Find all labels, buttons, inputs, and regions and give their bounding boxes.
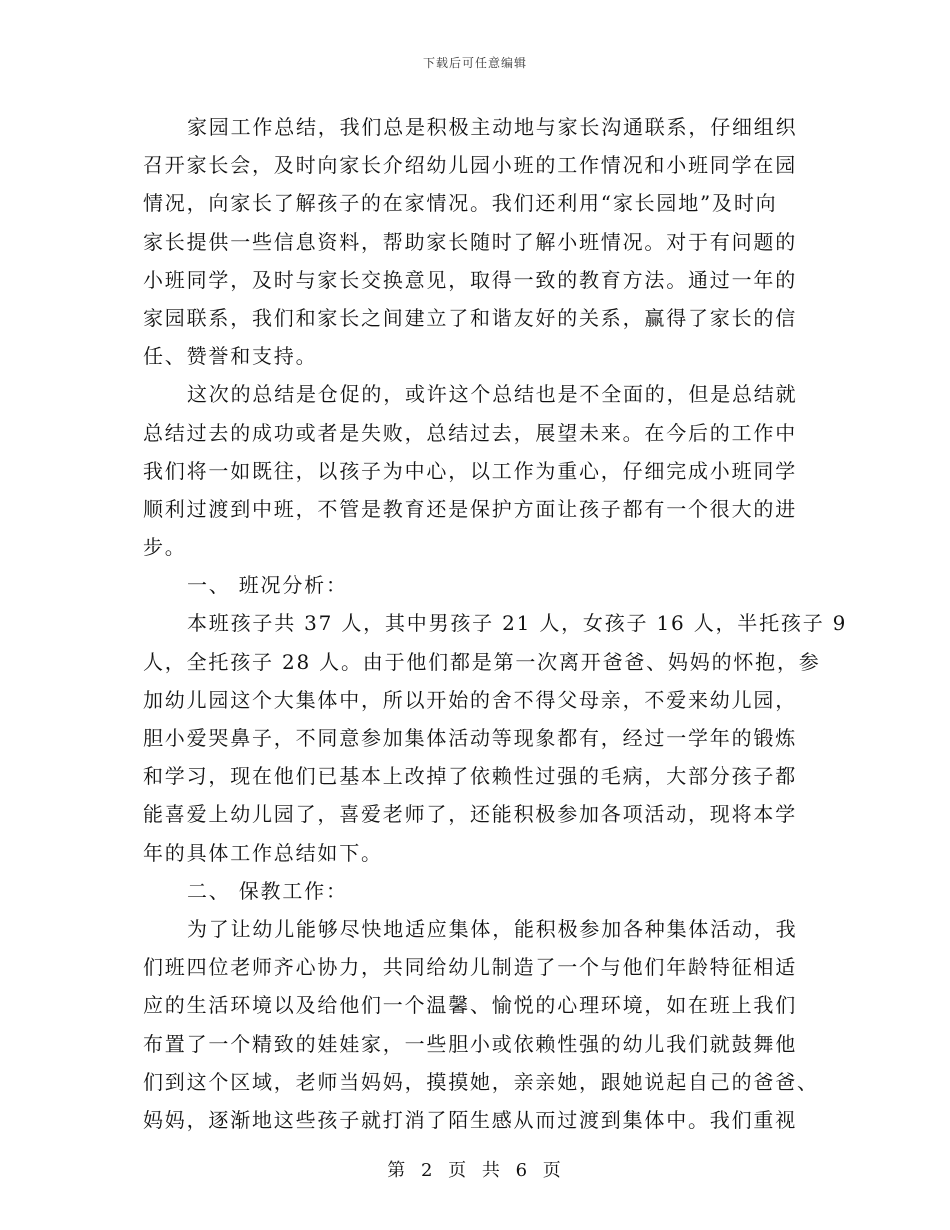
text-line: 布置了一个精致的娃娃家，一些胆小或依赖性强的幼儿我们就鼓舞他 [143,1031,797,1056]
document-body [143,108,848,1139]
text-line: 本班孩子共 37 人，其中男孩子 21 人，女孩子 16 人，半托孩子 9 [187,611,848,636]
text-line: 妈妈，逐渐地这些孩子就打消了陌生感从而过渡到集体中。我们重视 [143,1107,797,1132]
text-line: 胆小爱哭鼻子，不同意参加集体活动等现象都有，经过一学年的锻炼 [143,726,797,750]
text-line: 召开家长会，及时向家长介绍幼儿园小班的工作情况和小班同学在园 [143,153,797,178]
text-line: 和学习，现在他们已基本上改掉了依赖性过强的毛病，大部分孩子都 [143,764,797,789]
text-line: 家园工作总结，我们总是积极主动地与家长沟通联系，仔细组织 [187,115,798,139]
text-line: 家长提供一些信息资料，帮助家长随时了解小班情况。对于有问题的 [143,229,797,254]
text-line: 们班四位老师齐心协力，共同给幼儿制造了一个与他们年龄特征相适 [143,955,797,980]
text-line: 为了让幼儿能够尽快地适应集体，能积极参加各种集体活动，我 [187,916,798,941]
text-line: 小班同学，及时与家长交换意见，取得一致的教育方法。通过一年的 [143,267,797,292]
text-line: 人，全托孩子 28 人。由于他们都是第一次离开爸爸、妈妈的怀抱，参 [143,649,821,674]
page-footer: 第 2 页 共 6 页 [387,1160,563,1181]
text-line: 总结过去的成功或者是失败，总结过去，展望未来。在今后的工作中 [143,420,797,445]
section-heading: 二、 保教工作： [187,878,348,903]
text-line: 家园联系，我们和家长之间建立了和谐友好的关系，赢得了家长的信 [143,305,797,330]
text-line: 步。 [143,535,187,560]
text-line: 我们将一如既往，以孩子为中心，以工作为重心，仔细完成小班同学 [143,458,797,483]
text-line: 顺利过渡到中班，不管是教育还是保护方面让孩子都有一个很大的进 [143,496,797,521]
text-line: 加幼儿园这个大集体中，所以开始的舍不得父母亲，不爱来幼儿园， [143,687,797,712]
text-line: 能喜爱上幼儿园了，喜爱老师了，还能积极参加各项活动，现将本学 [143,802,797,827]
text-line: 这次的总结是仓促的，或许这个总结也是不全面的，但是总结就 [187,382,798,407]
page-header: 下载后可任意编辑 [422,56,527,70]
text-line: 们到这个区域，老师当妈妈，摸摸她，亲亲她，跟她说起自己的爸爸、 [143,1069,819,1094]
section-heading: 一、 班况分析： [187,573,348,598]
text-line: 应的生活环境以及给他们一个温馨、愉悦的心理环境，如在班上我们 [143,993,797,1018]
text-line: 情况，向家长了解孩子的在家情况。我们还利用“家长园地”及时向 [143,191,778,216]
text-line: 任、赞誉和支持。 [143,344,318,369]
text-line: 年的具体工作总结如下。 [143,840,383,865]
